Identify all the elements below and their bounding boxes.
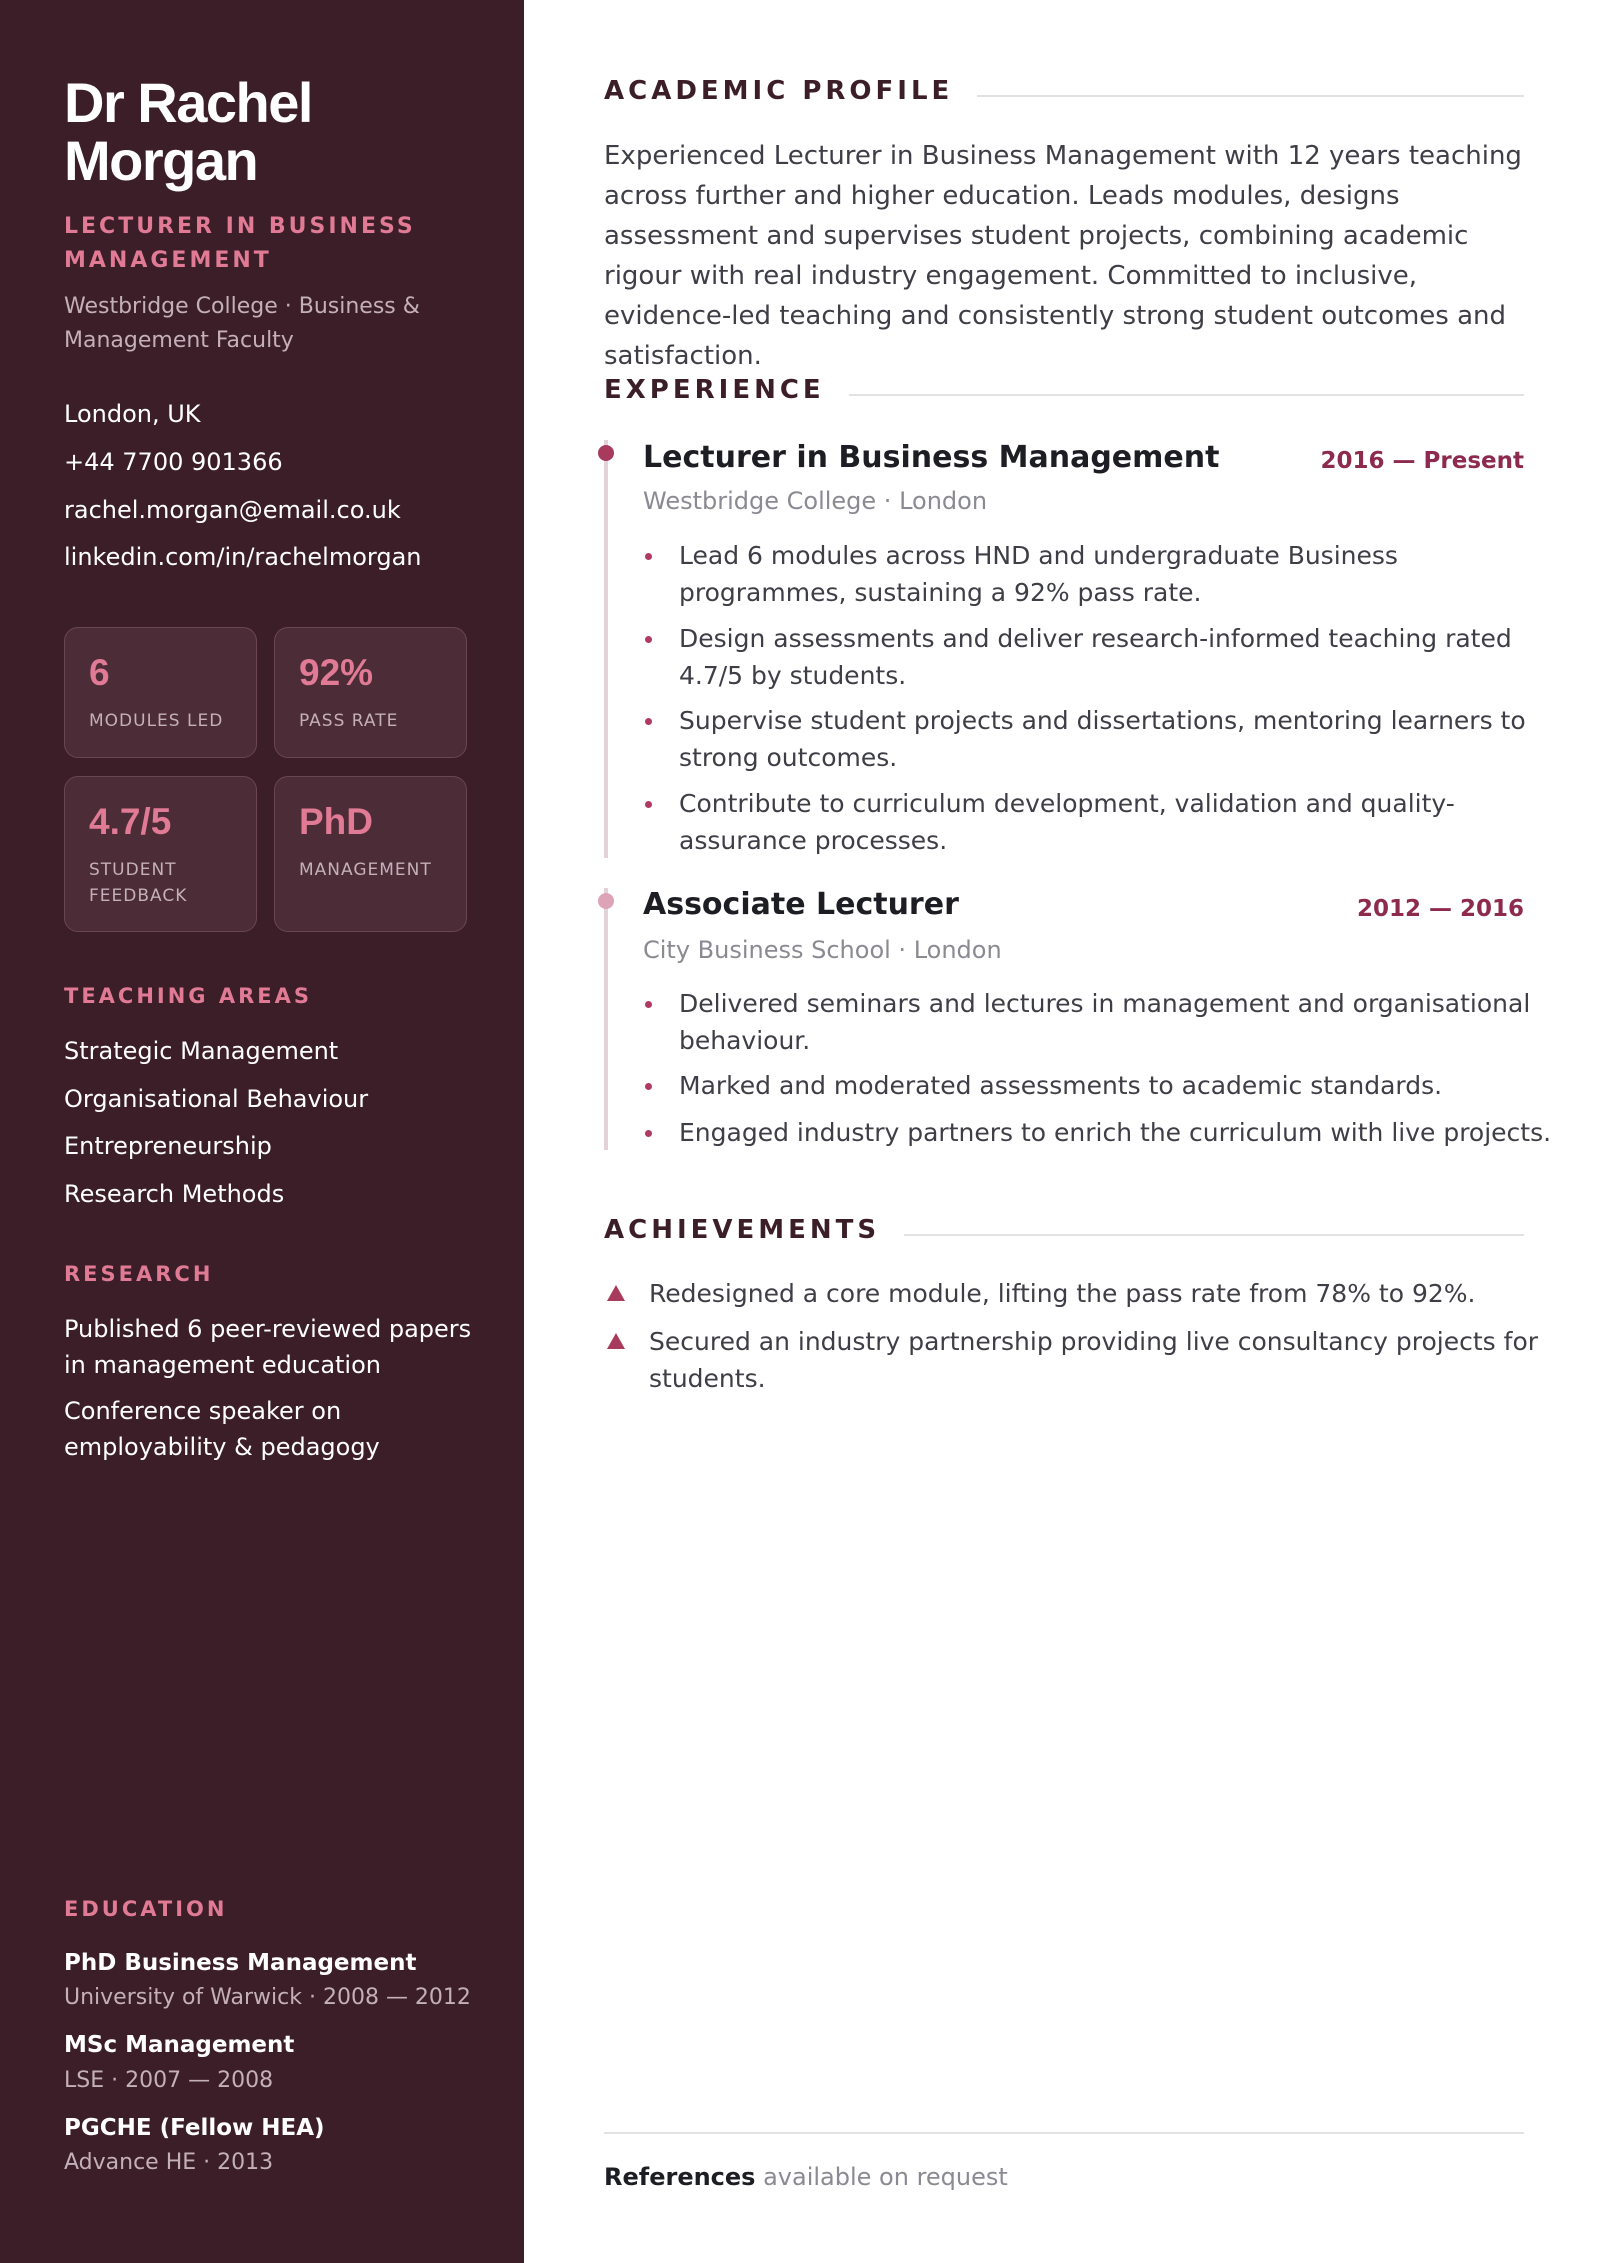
sidebar xyxy=(0,0,524,2263)
timeline-line xyxy=(604,440,608,858)
triangle-icon xyxy=(607,1285,625,1301)
job-bullet: Delivered seminars and lectures in management and organisational behaviour. xyxy=(679,985,1559,1059)
stat-value: 92% xyxy=(299,652,374,693)
achievements-heading: ACHIEVEMENTS xyxy=(604,1215,904,1245)
job-bullet: Supervise student projects and dissertations, mentoring learners to strong outcomes. xyxy=(679,702,1559,776)
timeline-line xyxy=(604,888,608,1150)
main-content xyxy=(524,0,1600,2263)
stat-value: 6 xyxy=(89,652,110,693)
education-meta: LSE · 2007 — 2008 xyxy=(64,2068,274,2093)
references-text: available on request xyxy=(755,2163,1008,2191)
job-bullet: Contribute to curriculum development, validation and quality-assurance processes. xyxy=(679,785,1559,859)
research-item: Published 6 peer-reviewed papers in management education xyxy=(64,1315,472,1379)
education-heading: EDUCATION xyxy=(64,1897,228,1921)
research-heading: RESEARCH xyxy=(64,1262,214,1286)
teaching-item: Research Methods xyxy=(64,1180,285,1208)
contact-email[interactable]: rachel.morgan@email.co.uk xyxy=(64,496,401,524)
stat-label: MANAGEMENT xyxy=(299,860,432,880)
research-item: Conference speaker on employability & pedagogy xyxy=(64,1397,380,1461)
job-dates: 2012 — 2016 xyxy=(1356,896,1524,922)
profile-text: Experienced Lecturer in Business Management with 12 years teaching across further and higher education. Leads modules, designs assessment and supervises student projects, combining academic rigour with real industry engagement. Committed to inclusive, evidence-led teaching and consistently strong student outcomes and satisfaction. xyxy=(604,141,1522,371)
job-bullet: Lead 6 modules across HND and undergraduate Business programmes, sustaining a 92% pass rate. xyxy=(679,537,1559,611)
education-meta: Advance HE · 2013 xyxy=(64,2150,274,2175)
footer-divider xyxy=(604,2132,1524,2134)
teaching-heading: TEACHING AREAS xyxy=(64,984,312,1008)
experience-heading: EXPERIENCE xyxy=(604,375,849,405)
job-org: City Business School · London xyxy=(643,936,1002,964)
education-degree: MSc Management xyxy=(64,2032,295,2058)
references-note xyxy=(604,2163,1008,2191)
triangle-icon xyxy=(607,1333,625,1349)
teaching-item: Entrepreneurship xyxy=(64,1132,272,1160)
job-bullet: Engaged industry partners to enrich the curriculum with live projects. xyxy=(679,1114,1559,1151)
references-label: References xyxy=(604,2163,756,2191)
stat-label: MODULES LED xyxy=(89,711,224,731)
stat-label: STUDENT FEEDBACK xyxy=(89,860,188,906)
stat-card xyxy=(64,776,257,932)
education-meta: University of Warwick · 2008 — 2012 xyxy=(64,1985,471,2010)
achievement-item: Redesigned a core module, lifting the pass rate from 78% to 92%. xyxy=(649,1279,1476,1308)
education-degree: PGCHE (Fellow HEA) xyxy=(64,2115,325,2141)
teaching-item: Strategic Management xyxy=(64,1037,339,1065)
timeline-dot xyxy=(598,445,614,461)
teaching-item: Organisational Behaviour xyxy=(64,1085,369,1113)
contact-phone: +44 7700 901366 xyxy=(64,448,283,476)
timeline-dot xyxy=(598,893,614,909)
job-bullet: Design assessments and deliver research-informed teaching rated 4.7/5 by students. xyxy=(679,620,1559,694)
job-dates: 2016 — Present xyxy=(1320,448,1524,474)
stat-value: PhD xyxy=(299,801,373,842)
stat-card xyxy=(274,776,467,932)
stat-card xyxy=(274,627,467,758)
job-title: Associate Lecturer xyxy=(643,887,959,922)
contact-location: London, UK xyxy=(64,400,201,428)
job-org: Westbridge College · London xyxy=(643,487,988,515)
stat-card xyxy=(64,627,257,758)
job-title: Lecturer in Business Management xyxy=(643,440,1220,475)
education-degree: PhD Business Management xyxy=(64,1950,417,1976)
stat-label: PASS RATE xyxy=(299,711,399,731)
stat-value: 4.7/5 xyxy=(89,801,172,842)
contact-linkedin[interactable]: linkedin.com/in/rachelmorgan xyxy=(64,543,422,571)
profile-heading: ACADEMIC PROFILE xyxy=(604,76,977,106)
organisation: Westbridge College · Business & Management Faculty xyxy=(64,294,420,353)
job-role: LECTURER IN BUSINESS MANAGEMENT xyxy=(64,214,416,273)
achievement-item: Secured an industry partnership providing live consultancy projects for students. xyxy=(649,1327,1539,1393)
candidate-name: Dr Rachel Morgan xyxy=(64,71,312,192)
job-bullet: Marked and moderated assessments to academic standards. xyxy=(679,1067,1559,1104)
